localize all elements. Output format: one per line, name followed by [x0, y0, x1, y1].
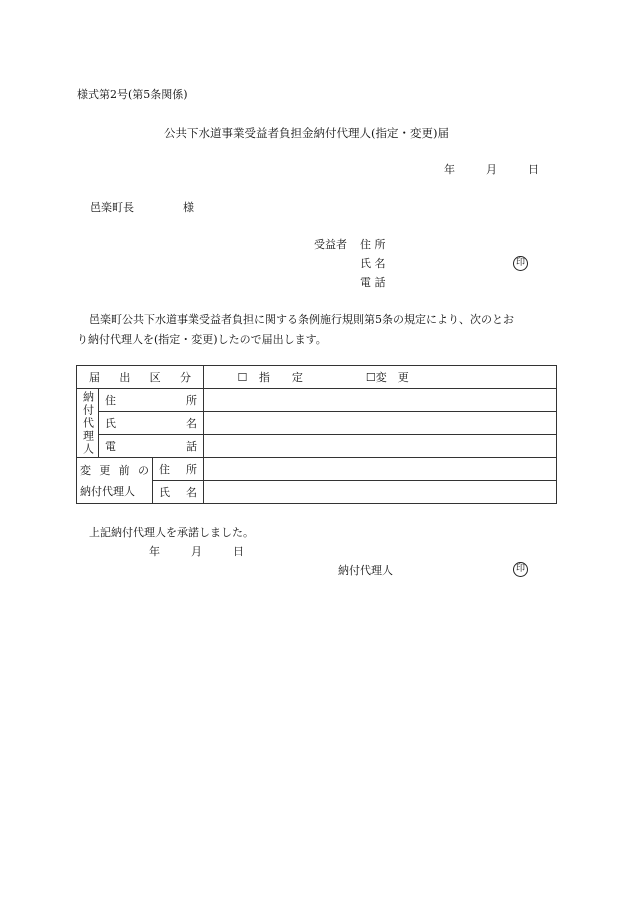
agent-group-label: 納付代理人	[77, 389, 99, 458]
designate-checkbox[interactable]: ☐	[237, 371, 248, 384]
date-year-label: 年	[444, 163, 455, 176]
seal-icon: 印	[513, 562, 528, 577]
agent-form-table	[76, 365, 557, 504]
agent-phone-label: 電 話	[99, 435, 204, 458]
page-title: 公共下水道事業受益者負担金納付代理人(指定・変更)届	[164, 126, 449, 140]
date-month-label: 月	[486, 163, 497, 176]
agent-phone-field[interactable]	[204, 435, 557, 458]
agent-name-field[interactable]	[204, 412, 557, 435]
application-type-options	[204, 366, 557, 389]
seal-icon: 印	[513, 256, 528, 271]
form-number: 様式第2号(第5条関係)	[77, 88, 188, 101]
prev-address-field[interactable]	[204, 458, 557, 481]
header-date	[444, 161, 539, 177]
table-row-agent-phone	[77, 435, 557, 458]
agent-name-label: 氏 名	[99, 412, 204, 435]
prev-name-label: 氏 名	[153, 481, 204, 504]
consent-date-year: 年	[149, 545, 160, 558]
table-row-application-type	[77, 366, 557, 389]
option-designate: 指 定	[258, 371, 303, 384]
consent-date	[149, 543, 244, 559]
prev-agent-label: 変 更 前 の 納付代理人	[77, 458, 153, 504]
addressee-honorific: 様	[183, 201, 194, 214]
table-row-agent-address	[77, 389, 557, 412]
consent-agent-label: 納付代理人	[338, 564, 393, 577]
table-row-prev-address	[77, 458, 557, 481]
application-type-label: 届 出 区 分	[77, 366, 204, 389]
agent-address-field[interactable]	[204, 389, 557, 412]
addressee	[90, 199, 194, 215]
option-change: 変 更	[375, 371, 409, 384]
applicant-seal	[513, 255, 528, 271]
table-row-agent-name	[77, 412, 557, 435]
body-text-line2: り納付代理人を(指定・変更)したので届出します。	[77, 333, 327, 346]
consent-seal	[513, 561, 528, 577]
consent-text: 上記納付代理人を承諾しました。	[89, 526, 254, 539]
prev-address-label: 住 所	[153, 458, 204, 481]
applicant-label: 受益者	[314, 238, 347, 251]
applicant-address-label: 住 所	[360, 238, 386, 251]
prev-name-field[interactable]	[204, 481, 557, 504]
consent-date-day: 日	[233, 545, 244, 558]
addressee-name: 邑楽町長	[90, 201, 134, 214]
applicant-name-label: 氏 名	[360, 257, 386, 270]
agent-address-label: 住 所	[99, 389, 204, 412]
applicant-phone-label: 電 話	[360, 276, 386, 289]
consent-date-month: 月	[191, 545, 202, 558]
body-text-line1: 邑楽町公共下水道事業受益者負担に関する条例施行規則第5条の規定により、次のとお	[89, 313, 514, 326]
date-day-label: 日	[528, 163, 539, 176]
change-checkbox[interactable]: ☐	[365, 371, 376, 384]
